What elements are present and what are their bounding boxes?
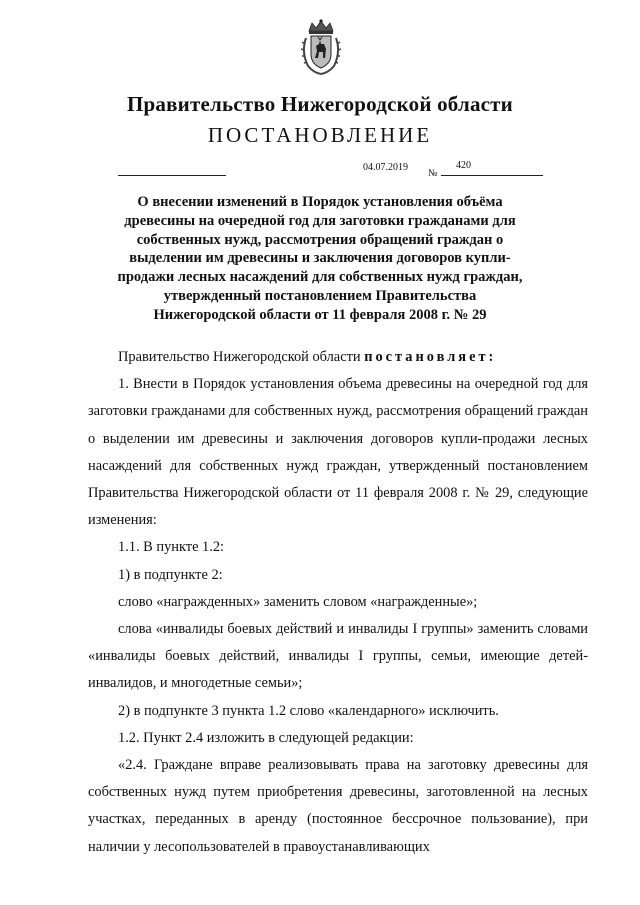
preamble-resolves: постановляет: [364, 349, 497, 365]
heading-line: древесины на очередной год для заготовки гражданами для [124, 212, 516, 229]
preamble-text: Правительство Нижегородской области [118, 349, 361, 365]
number-underline [441, 175, 543, 176]
heading-line: собственных нужд, рассмотрения обращений граждан о [136, 231, 504, 248]
heading-line: продажи лесных насаждений для собственных нужд граждан, [117, 269, 523, 286]
heading-line: О внесении изменений в Порядок установления объёма [137, 194, 503, 210]
heading-line: выделении им древесины и заключения договоров купли- [129, 250, 511, 267]
document-body [88, 344, 588, 861]
document-heading [100, 193, 540, 325]
heading-line: утвержденный постановлением Правительства [163, 287, 477, 304]
preamble [88, 344, 588, 371]
left-signature-line [118, 175, 226, 176]
heading-line: Нижегородской области от 11 февраля 2008 г. № 29 [153, 306, 487, 323]
coat-of-arms-icon [300, 18, 342, 76]
paragraph-1-2: 1.2. Пункт 2.4 изложить в следующей редакции: [118, 729, 414, 746]
document-date: 04.07.2019 [363, 162, 408, 173]
paragraph-1-1: 1.1. В пункте 1.2: [118, 539, 225, 556]
document-type: ПОСТАНОВЛЕНИЕ [207, 123, 433, 147]
paragraph-1: 1. Внести в Порядок установления объема древесины на очередной год для заготовки гражданами для собственных нужд, рассмотрения обращений граждан о выделении им древесины и заключения договоров купли-продажи лесных насаждений для собственных нужд граждан, утвержденный постановлением Правительства Нижегородской области от 11 февраля 2008 г. № 29, следующие изменения: [88, 376, 588, 529]
government-title: Правительство Нижегородской области [127, 92, 513, 116]
paragraph-subitem-1: 1) в подпункте 2: [118, 566, 223, 583]
paragraph-subitem-2: 2) в подпункте 3 пункта 1.2 слово «календарного» исключить. [118, 702, 499, 719]
document-number: 420 [456, 160, 471, 171]
number-sign: № [428, 168, 438, 179]
paragraph-word-replace: слово «награжденных» заменить словом «награжденные»; [118, 593, 478, 610]
paragraph-2-4: «2.4. Граждане вправе реализовывать права на заготовку древесины для собственных нужд путем приобретения древесины, заготовленной на лесных участках, переданных в аренду (постоянное бессрочное пользование), при наличии у лесопользователей в правоустанавливающих [88, 757, 588, 855]
paragraph-words-replace: слова «инвалиды боевых действий и инвалиды I группы» заменить словами «инвалиды боевых действий, инвалиды I группы, семьи, имеющие детей-инвалидов, и многодетные семьи»; [88, 621, 588, 692]
